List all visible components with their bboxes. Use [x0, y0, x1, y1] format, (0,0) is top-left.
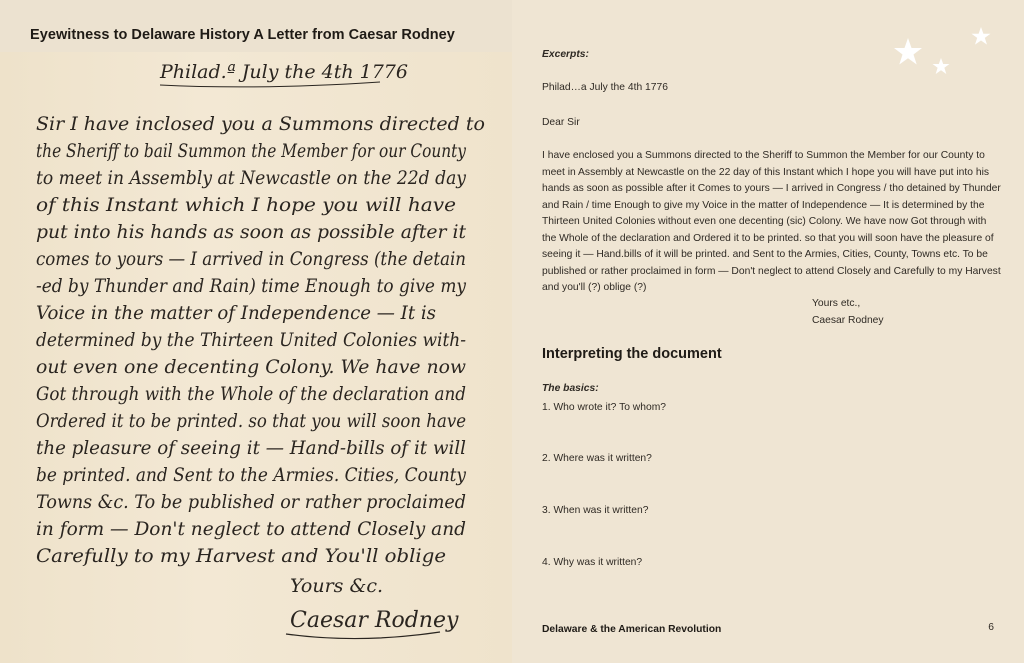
- manuscript-line: of this Instant which I hope you will have: [36, 194, 456, 216]
- manuscript-line: comes to yours — I arrived in Congress (the detain: [36, 248, 466, 270]
- manuscript-line: Sir I have inclosed you a Summons directed to: [36, 113, 485, 135]
- manuscript-line: in form — Don't neglect to attend Closely and: [36, 518, 466, 540]
- letter-salutation: Dear Sir: [542, 117, 580, 128]
- manuscript-signature: Caesar Rodney: [290, 608, 459, 633]
- manuscript-line: determined by the Thirteen United Colonies with-: [36, 329, 466, 351]
- right-page: [512, 0, 1024, 663]
- manuscript-svg: [0, 52, 512, 663]
- page-title: Eyewitness to Delaware History A Letter from Caesar Rodney: [30, 27, 455, 43]
- manuscript-line: Philad.ª July the 4th 1776: [160, 61, 408, 83]
- manuscript-line: put into his hands as soon as possible after it: [36, 221, 467, 243]
- letter-signature: Caesar Rodney: [812, 315, 884, 326]
- manuscript-line: the Sheriff to bail Summon the Member for our County: [36, 140, 467, 162]
- footer-title: Delaware & the American Revolution: [542, 624, 722, 635]
- manuscript-line: Got through with the Whole of the declaration and: [36, 383, 466, 405]
- manuscript-line: Yours &c.: [290, 575, 384, 597]
- basics-label: The basics:: [542, 383, 599, 394]
- manuscript-line: Voice in the matter of Independence — It is: [36, 302, 437, 324]
- manuscript-line: to meet in Assembly at Newcastle on the 22d day: [36, 167, 467, 189]
- question-item: 2. Where was it written?: [542, 453, 652, 464]
- manuscript-line: Ordered it to be printed. so that you will soon have: [36, 410, 466, 432]
- question-item: 3. When was it written?: [542, 505, 649, 516]
- letter-dateline: Philad…a July the 4th 1776: [542, 82, 668, 93]
- manuscript-line: Carefully to my Harvest and You'll oblige: [36, 545, 446, 567]
- manuscript-line: -ed by Thunder and Rain) time Enough to give my: [36, 275, 467, 297]
- manuscript-line: be printed. and Sent to the Armies. Cities, County: [36, 464, 467, 486]
- stars-decoration-icon: [886, 24, 1006, 84]
- manuscript-line: out even one decenting Colony. We have now: [36, 356, 466, 378]
- manuscript-letter-image: [0, 52, 512, 663]
- page-number: 6: [988, 622, 994, 633]
- manuscript-line: Towns &c. To be published or rather proclaimed: [36, 491, 466, 513]
- excerpts-label: Excerpts:: [542, 49, 589, 60]
- section-heading: Interpreting the document: [542, 346, 722, 362]
- letter-closing: Yours etc.,: [812, 298, 861, 309]
- question-item: 4. Why was it written?: [542, 557, 643, 568]
- letter-body: I have enclosed you a Summons directed to the Sheriff to Summon the Member for our County to meet in Assembly at Newcastle on the 22 day of this Instant which I hope you will have put into his hands as soon as possible after it Comes to yours — I arrived in Congress / tho detained by Thunder and Rain / time Enough to give my Voice in the matter of Independence — It is determined by the Thirteen United Colonies without even one decenting (sic) Colony. We have now Got through with the Whole of the declaration and Ordered it to be printed. so that you will soon have the pleasure of seeing it — Hand.bills of it will be printed. and Sent to the Armies, Cities, County, Towns etc. To be published or rather proclaimed in form — Don't neglect to attend Closely and Carefully to my Harvest and you'll (?) oblige (?): [542, 150, 1001, 293]
- manuscript-line: the pleasure of seeing it — Hand-bills of it will: [36, 437, 466, 459]
- question-item: 1. Who wrote it? To whom?: [542, 402, 666, 413]
